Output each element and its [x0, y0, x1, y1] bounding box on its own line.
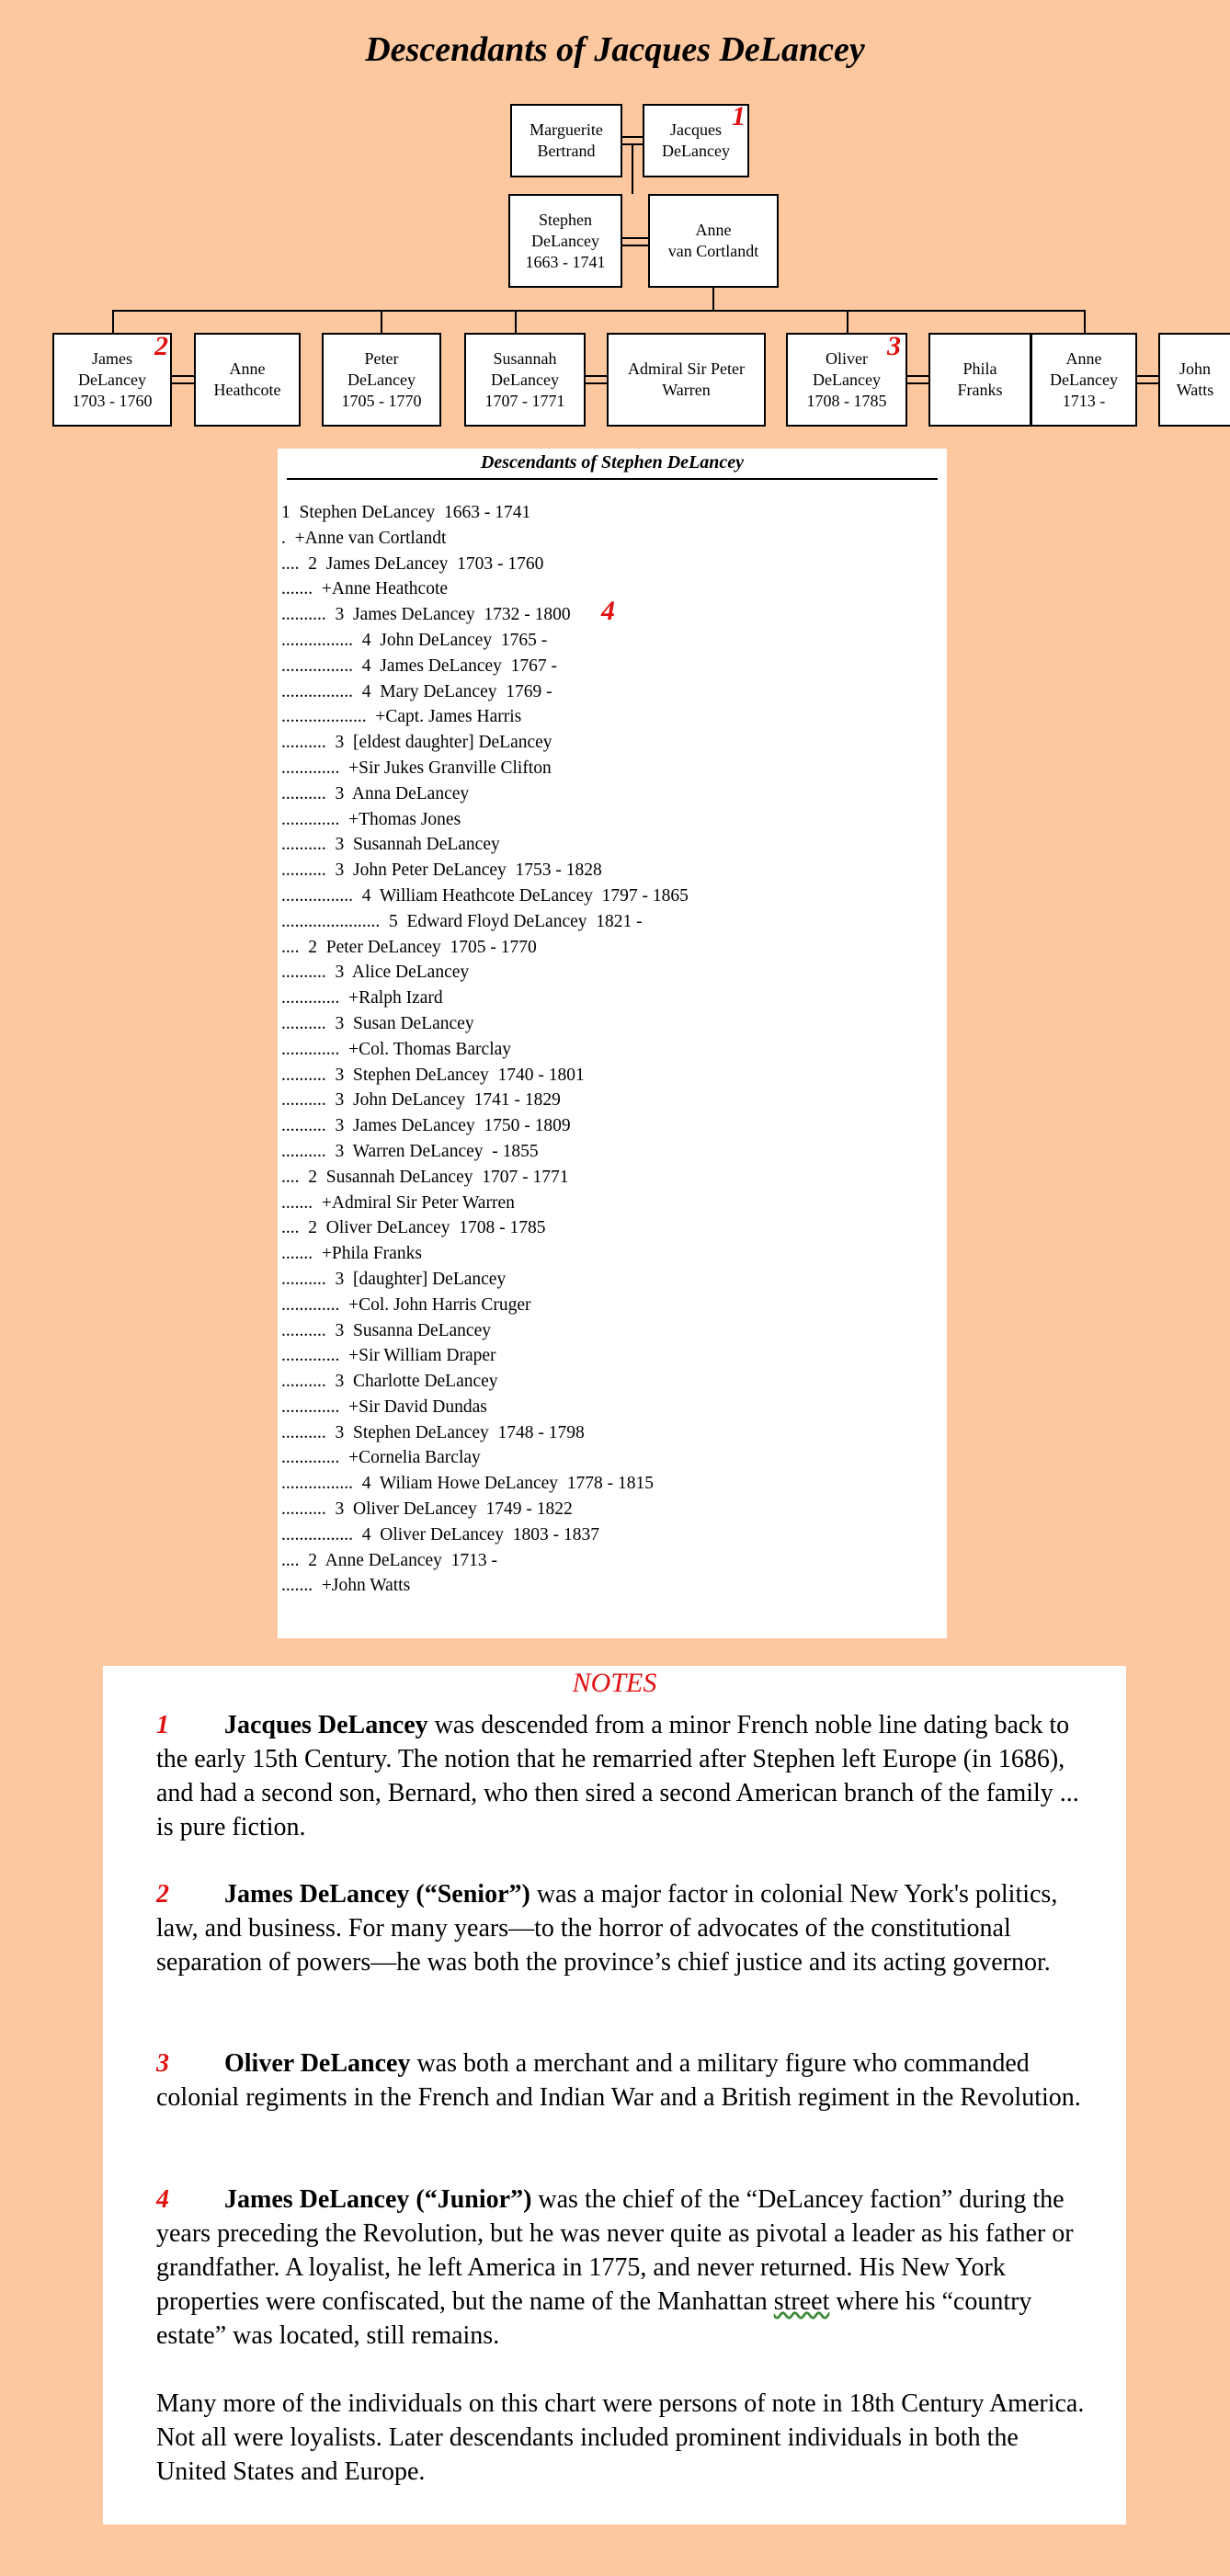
marker-4: 4	[601, 596, 615, 626]
note-text-flagged: street	[773, 2287, 830, 2316]
person-jacques-delancey: Jacques DeLancey	[643, 104, 749, 177]
list-row: ................... +Capt. James Harris	[281, 707, 522, 727]
list-row: .... 2 Oliver DeLancey 1708 - 1785	[281, 1218, 546, 1238]
list-row: ...................... 5 Edward Floyd DeLancey 1821 -	[281, 911, 643, 931]
note-text: was a major factor in colonial New York's politics, law, and business. For many years—to the horror of advocates of the constitutional separation of powers—he was both the province’s chief justice and its acting governor.	[156, 1880, 1058, 1977]
list-row: ............. +Col. Thomas Barclay	[281, 1039, 512, 1059]
list-row: ................ 4 Oliver DeLancey 1803 - 1837	[281, 1524, 600, 1544]
list-row: .......... 3 John DeLancey 1741 - 1829	[281, 1090, 561, 1111]
note-1	[156, 1708, 1085, 1844]
marriage-line	[907, 375, 928, 377]
marriage-line	[586, 375, 607, 377]
list-row: .......... 3 James DeLancey 1750 - 1809	[281, 1116, 571, 1136]
list-row: ............. +Ralph Izard	[281, 988, 443, 1009]
list-row: ....... +John Watts	[281, 1576, 411, 1596]
list-row: .......... 3 Stephen DeLancey 1748 - 1798	[281, 1422, 585, 1442]
note-subject: Oliver DeLancey	[224, 2049, 411, 2078]
person-admiral-sir-peter-warren: Admiral Sir Peter Warren	[607, 333, 766, 427]
descendants-list	[281, 500, 689, 1599]
descent-line	[1084, 310, 1086, 334]
marriage-line	[622, 245, 648, 246]
descent-line	[112, 310, 114, 334]
person-phila-franks: Phila Franks	[928, 333, 1031, 427]
person-oliver-delancey: Oliver DeLancey 1708 - 1785	[786, 333, 907, 427]
descent-line	[632, 144, 633, 194]
descent-line	[847, 310, 848, 334]
note-number: 4	[156, 2185, 169, 2214]
descent-line	[712, 288, 714, 310]
list-row: ................ 4 James DeLancey 1767 -	[281, 655, 558, 676]
note-subject: James DeLancey (“Junior”)	[224, 2185, 532, 2214]
person-marguerite-bertrand: Marguerite Bertrand	[510, 104, 622, 177]
list-row: ............. +Col. John Harris Cruger	[281, 1294, 531, 1315]
list-row: ................ 4 William Heathcote DeLancey 1797 - 1865	[281, 885, 689, 906]
note-number: 3	[156, 2049, 169, 2078]
marriage-line	[172, 382, 194, 384]
list-row: .......... 3 John Peter DeLancey 1753 - 1828	[281, 861, 602, 881]
list-row: .......... 3 Oliver DeLancey 1749 - 1822	[281, 1499, 573, 1520]
list-row: .... 2 Susannah DeLancey 1707 - 1771	[281, 1167, 569, 1187]
marker-2: 2	[154, 331, 168, 361]
person-peter-delancey: Peter DeLancey 1705 - 1770	[322, 333, 441, 427]
list-row: .......... 3 Warren DeLancey - 1855	[281, 1141, 539, 1161]
list-row: . +Anne van Cortlandt	[281, 528, 447, 548]
marriage-line	[172, 375, 194, 377]
person-susannah-delancey: Susannah DeLancey 1707 - 1771	[464, 333, 586, 427]
note-text: where his “country estate” was located, still remains.	[156, 2287, 1032, 2350]
marriage-line	[1137, 382, 1158, 384]
list-row: .......... 3 [daughter] DeLancey	[281, 1269, 507, 1289]
marker-1: 1	[732, 101, 746, 131]
list-heading: Descendants of Stephen DeLancey	[480, 452, 745, 473]
marriage-line	[907, 382, 928, 384]
note-text: was the chief of the “DeLancey faction” during the years preceding the Revolution, but he was never quite as pivotal a leader as his father or grandfather. A loyalist, he left America in 1775, and never returned. His New York properties were confiscated, but the name of the Manhattan	[156, 2185, 1074, 2316]
marker-3: 3	[887, 331, 901, 361]
note-subject: Jacques DeLancey	[224, 1711, 428, 1739]
list-row: 1 Stephen DeLancey 1663 - 1741	[281, 503, 531, 522]
note-3	[156, 2046, 1085, 2114]
list-row: ....... +Admiral Sir Peter Warren	[281, 1192, 515, 1213]
person-anne-van-cortlandt: Anne van Cortlandt	[648, 194, 779, 288]
list-row: ............. +Cornelia Barclay	[281, 1448, 481, 1468]
list-row: .......... 3 Susanna DeLancey	[281, 1320, 491, 1340]
notes-heading: NOTES	[572, 1668, 657, 1698]
person-anne-delancey: Anne DeLancey 1713 -	[1031, 333, 1137, 427]
note-number: 2	[156, 1880, 169, 1909]
list-row: .... 2 Peter DeLancey 1705 - 1770	[281, 937, 537, 957]
sibling-line	[112, 310, 1085, 312]
list-row: ............. +Thomas Jones	[281, 809, 461, 829]
list-row: .......... 3 Stephen DeLancey 1740 - 1801	[281, 1065, 585, 1085]
notes-panel	[103, 1666, 1126, 2525]
note-text: was both a merchant and a military figure who commanded colonial regiments in the French and Indian War and a British regiment in the Revolution.	[156, 2049, 1081, 2112]
list-row: ....... +Anne Heathcote	[281, 579, 449, 599]
list-row: ................ 4 John DeLancey 1765 -	[281, 630, 548, 650]
descent-line	[381, 310, 382, 334]
list-row: .......... 3 Alice DeLancey	[281, 963, 470, 983]
person-john-watts: John Watts	[1158, 333, 1230, 427]
list-row: .... 2 Anne DeLancey 1713 -	[281, 1550, 498, 1570]
list-row: ................ 4 Mary DeLancey 1769 -	[281, 681, 552, 701]
page-title: Descendants of Jacques DeLancey	[365, 30, 865, 69]
note-2	[156, 1877, 1085, 1979]
list-row: ............. +Sir Jukes Granville Clifton	[281, 758, 552, 778]
note-text: was descended from a minor French noble line dating back to the early 15th Century. The notion that he remarried after Stephen left Europe (in 1686), and had a second son, Bernard, who then sired a second American branch of the family ... is pure fiction.	[156, 1711, 1079, 1841]
marriage-line	[1137, 375, 1158, 377]
list-row: .......... 3 James DeLancey 1732 - 1800	[281, 605, 571, 625]
person-stephen-delancey: Stephen DeLancey 1663 - 1741	[508, 194, 622, 288]
marriage-line	[622, 136, 643, 138]
list-row: .... 2 James DeLancey 1703 - 1760	[281, 553, 544, 574]
note-4	[156, 2183, 1085, 2353]
marriage-line	[622, 237, 648, 239]
person-james-delancey: James DeLancey 1703 - 1760	[52, 333, 172, 427]
list-row: ....... +Phila Franks	[281, 1244, 422, 1264]
descendants-list-panel	[278, 449, 947, 1638]
list-row: ............. +Sir David Dundas	[281, 1396, 487, 1417]
note-subject: James DeLancey (“Senior”)	[224, 1880, 530, 1909]
list-divider	[287, 478, 938, 480]
descent-line	[515, 310, 517, 334]
list-row: .......... 3 Charlotte DeLancey	[281, 1372, 498, 1392]
list-row: .......... 3 [eldest daughter] DeLancey	[281, 733, 552, 753]
list-row: ............. +Sir William Draper	[281, 1346, 496, 1366]
person-anne-heathcote: Anne Heathcote	[194, 333, 301, 427]
marriage-line	[586, 382, 607, 384]
list-row: ................ 4 Wiliam Howe DeLancey 1778 - 1815	[281, 1474, 655, 1494]
closing-note: Many more of the individuals on this chart were persons of note in 18th Century America. Not all were loyalists. Later descendants included prominent individuals in both the United States and Europe.	[156, 2389, 1085, 2486]
note-number: 1	[156, 1711, 169, 1739]
list-row: .......... 3 Anna DeLancey	[281, 783, 470, 804]
list-row: .......... 3 Susan DeLancey	[281, 1013, 474, 1033]
list-row: .......... 3 Susannah DeLancey	[281, 835, 500, 855]
